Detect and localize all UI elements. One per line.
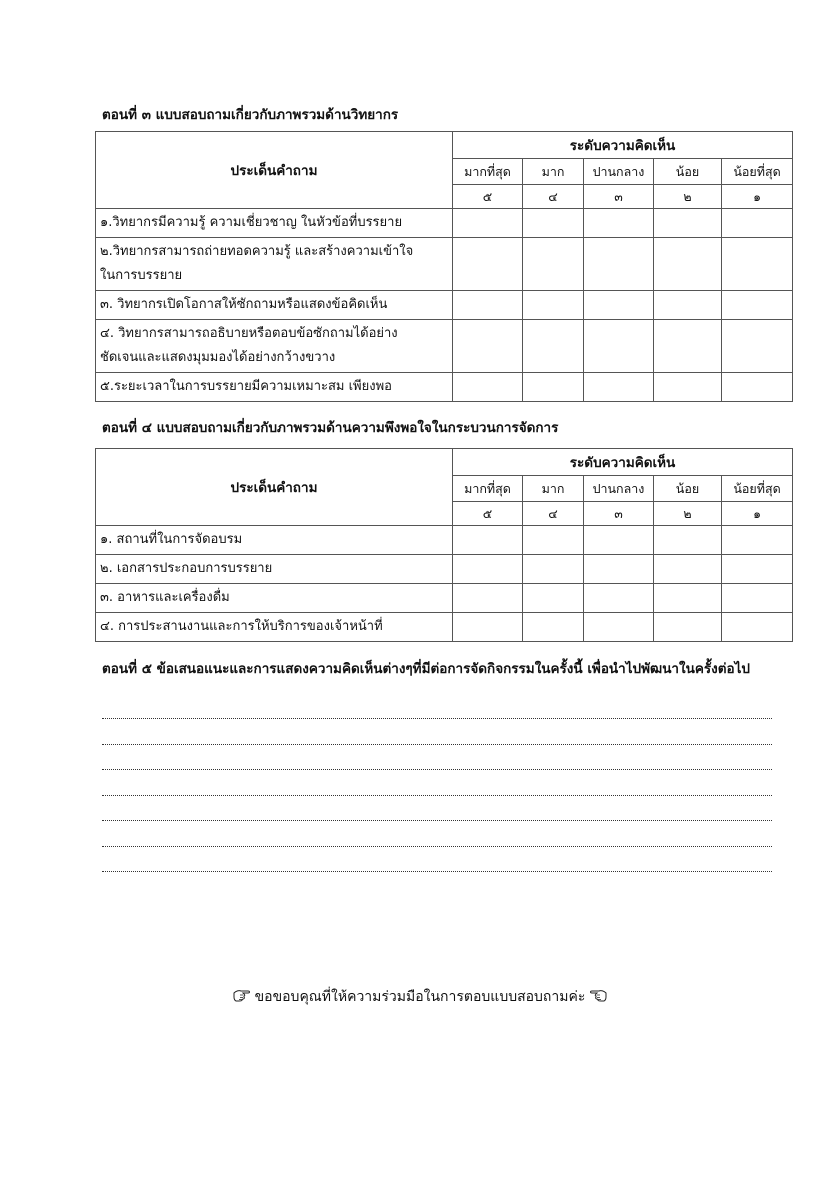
rating-cell[interactable]: [453, 320, 523, 373]
rating-cell[interactable]: [523, 584, 584, 613]
col-num-5: ๕: [453, 185, 523, 209]
rating-cell[interactable]: [523, 555, 584, 584]
question-text: ๓. วิทยากรเปิดโอกาสให้ซักถามหรือแสดงข้อคิดเห็น: [96, 291, 453, 320]
thank-you-text: ขอขอบคุณที่ให้ความร่วมมือในการตอบแบบสอบถามค่ะ: [254, 989, 586, 1005]
pointing-hand-icon: [233, 988, 253, 1002]
rating-cell[interactable]: [584, 291, 654, 320]
rating-cell[interactable]: [722, 320, 793, 373]
suggestion-line[interactable]: [102, 820, 772, 821]
rating-cell[interactable]: [453, 238, 523, 291]
rating-cell[interactable]: [453, 291, 523, 320]
rating-cell[interactable]: [584, 555, 654, 584]
table-row: [96, 526, 793, 555]
rating-cell[interactable]: [654, 291, 722, 320]
rating-cell[interactable]: [523, 320, 584, 373]
col-label-1: น้อยที่สุด: [722, 476, 793, 502]
question-text: ๓. อาหารและเครื่องดื่ม: [96, 584, 453, 613]
col-num-2: ๒: [654, 502, 722, 526]
rating-cell[interactable]: [654, 238, 722, 291]
col-num-4: ๔: [523, 502, 584, 526]
rating-cell[interactable]: [523, 526, 584, 555]
rating-cell[interactable]: [584, 526, 654, 555]
question-text: ๔. วิทยากรสามารถอธิบายหรือตอบข้อซักถามได้อย่าง ชัดเจนและแสดงมุมมองได้อย่างกว้างขวาง: [96, 320, 453, 373]
rating-cell[interactable]: [722, 373, 793, 402]
rating-cell[interactable]: [584, 238, 654, 291]
table-row: [96, 209, 793, 238]
rating-cell[interactable]: [722, 238, 793, 291]
rating-cell[interactable]: [584, 209, 654, 238]
rating-cell[interactable]: [722, 291, 793, 320]
rating-cell[interactable]: [584, 320, 654, 373]
col-num-4: ๔: [523, 185, 584, 209]
question-header: ประเด็นคำถาม: [96, 449, 453, 526]
rating-cell[interactable]: [654, 209, 722, 238]
rating-cell[interactable]: [654, 613, 722, 642]
col-num-5: ๕: [453, 502, 523, 526]
section5-title: ตอนที่ ๕ ข้อเสนอแนะและการแสดงความคิดเห็นต่างๆที่มีต่อการจัดกิจกรรมในครั้งนี้ เพื่อนำไปพัฒนาในครั้งต่อไป: [102, 661, 750, 677]
col-label-3: ปานกลาง: [584, 159, 654, 185]
pointing-hand-icon: [587, 988, 607, 1002]
section4-title: ตอนที่ ๔ แบบสอบถามเกี่ยวกับภาพรวมด้านความพึงพอใจในกระบวนการจัดการ: [102, 420, 559, 436]
col-label-4: มาก: [523, 476, 584, 502]
rating-cell[interactable]: [453, 584, 523, 613]
col-num-3: ๓: [584, 502, 654, 526]
rating-cell[interactable]: [523, 613, 584, 642]
rating-cell[interactable]: [654, 555, 722, 584]
table-row: [96, 320, 793, 373]
level-header: ระดับความคิดเห็น: [453, 449, 793, 476]
table-row: [96, 584, 793, 613]
question-text: ๒. เอกสารประกอบการบรรยาย: [96, 555, 453, 584]
rating-cell[interactable]: [722, 584, 793, 613]
rating-cell[interactable]: [453, 373, 523, 402]
suggestion-line[interactable]: [102, 769, 772, 770]
suggestion-line[interactable]: [102, 846, 772, 847]
rating-cell[interactable]: [722, 209, 793, 238]
table-row: [96, 373, 793, 402]
rating-cell[interactable]: [654, 584, 722, 613]
suggestion-line[interactable]: [102, 744, 772, 745]
question-text: ๒.วิทยากรสามารถถ่ายทอดความรู้ และสร้างความเข้าใจ ในการบรรยาย: [96, 238, 453, 291]
section3-title: ตอนที่ ๓ แบบสอบถามเกี่ยวกับภาพรวมด้านวิทยากร: [102, 107, 399, 123]
rating-cell[interactable]: [722, 555, 793, 584]
question-text: ๔. การประสานงานและการให้บริการของเจ้าหน้าที่: [96, 613, 453, 642]
rating-cell[interactable]: [654, 373, 722, 402]
rating-cell[interactable]: [523, 291, 584, 320]
col-label-3: ปานกลาง: [584, 476, 654, 502]
col-label-5: มากที่สุด: [453, 476, 523, 502]
rating-cell[interactable]: [523, 209, 584, 238]
col-label-4: มาก: [523, 159, 584, 185]
rating-cell[interactable]: [654, 526, 722, 555]
table-row: [96, 238, 793, 291]
rating-cell[interactable]: [584, 613, 654, 642]
thank-you-note: [0, 986, 840, 1008]
question-text: ๑.วิทยากรมีความรู้ ความเชี่ยวชาญ ในหัวข้อที่บรรยาย: [96, 209, 453, 238]
table-row: [96, 613, 793, 642]
level-header: ระดับความคิดเห็น: [453, 132, 793, 159]
col-num-2: ๒: [654, 185, 722, 209]
section3-table: [95, 131, 793, 402]
question-text: ๑. สถานที่ในการจัดอบรม: [96, 526, 453, 555]
rating-cell[interactable]: [722, 613, 793, 642]
col-num-1: ๑: [722, 185, 793, 209]
suggestion-line[interactable]: [102, 718, 772, 719]
rating-cell[interactable]: [453, 555, 523, 584]
col-label-5: มากที่สุด: [453, 159, 523, 185]
suggestion-line[interactable]: [102, 795, 772, 796]
rating-cell[interactable]: [584, 373, 654, 402]
rating-cell[interactable]: [722, 526, 793, 555]
col-num-1: ๑: [722, 502, 793, 526]
col-label-2: น้อย: [654, 476, 722, 502]
rating-cell[interactable]: [453, 613, 523, 642]
table-row: [96, 291, 793, 320]
rating-cell[interactable]: [523, 238, 584, 291]
suggestion-line[interactable]: [102, 871, 772, 872]
col-label-2: น้อย: [654, 159, 722, 185]
question-text: ๕.ระยะเวลาในการบรรยายมีความเหมาะสม เพียงพอ: [96, 373, 453, 402]
rating-cell[interactable]: [584, 584, 654, 613]
table-row: [96, 555, 793, 584]
section4-table: [95, 448, 793, 642]
question-header: ประเด็นคำถาม: [96, 132, 453, 209]
rating-cell[interactable]: [654, 320, 722, 373]
rating-cell[interactable]: [523, 373, 584, 402]
rating-cell[interactable]: [453, 526, 523, 555]
col-num-3: ๓: [584, 185, 654, 209]
col-label-1: น้อยที่สุด: [722, 159, 793, 185]
rating-cell[interactable]: [453, 209, 523, 238]
